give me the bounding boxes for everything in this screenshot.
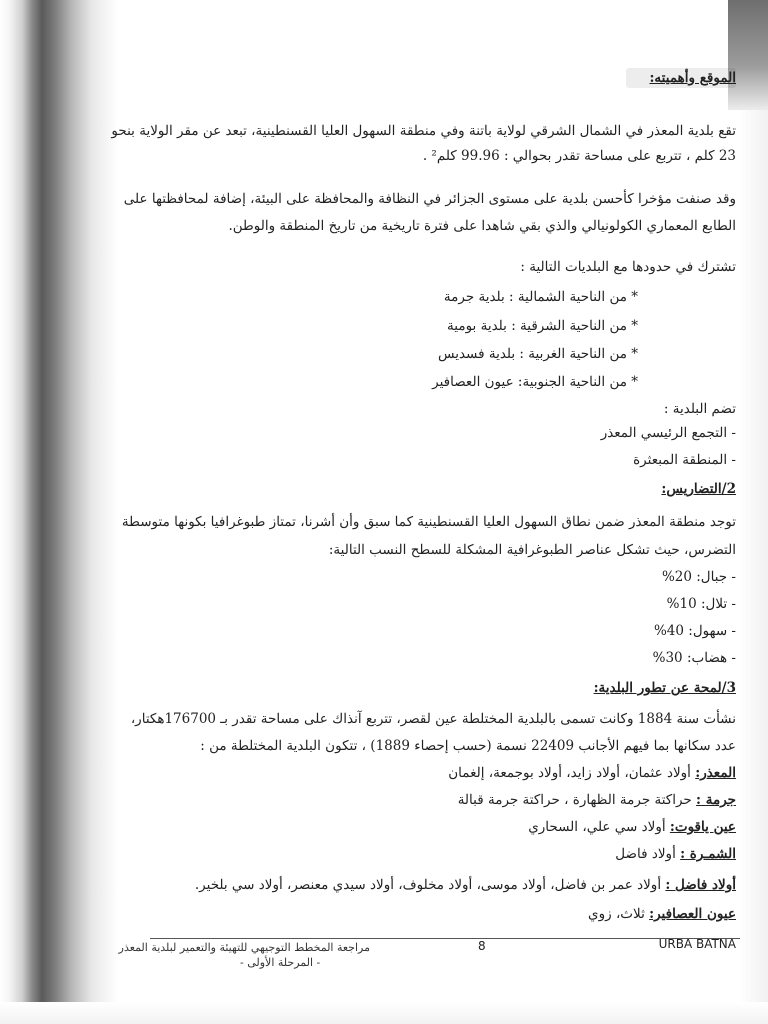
terrain-mountains: - جبال: 20% [661,569,736,585]
tribe-name-5: أولاد فاضل : [665,877,736,893]
footer-phase: - المرحلة الأولى - [240,956,321,969]
tribe-name-1: المعذر: [695,765,736,781]
intro-line-2: 23 كلم ، تتربع على مساحة تقدر بحوالي : 99.96 كلم² . [422,148,736,164]
tribe-members-3: أولاد سي علي، السحاري [528,819,670,835]
border-west: * من الناحية الغربية : بلدية فسديس [437,346,638,362]
tribe-members-1: أولاد عثمان، أولاد زايد، أولاد بوجمعة، إلغمان [448,765,696,781]
tribe-members-6: ثلاث، زوي [588,906,650,922]
tribe-members-4: أولاد فاضل [615,846,681,862]
tribe-members-5: أولاد عمر بن فاضل، أولاد موسى، أولاد مخلوف، أولاد سيدي معنصر، أولاد سي بلخير. [194,877,666,893]
history-line-1: نشأت سنة 1884 وكانت تسمى بالبلدية المختلطة عين لقصر، تتربع آنذاك على مساحة تقدر بـ 176700هكتار، [130,711,736,727]
terrain-line-2: التضرس، حيث تشكل عناصر الطبوغرافية المشكلة للسطح النسب التالية: [328,542,736,558]
border-north: * من الناحية الشمالية : بلدية جرمة [443,289,638,305]
terrain-line-1: توجد منطقة المعذر ضمن نطاق السهول العليا القسنطينية كما سبق وأن أشرنا، تمتاز طبوغرافيا بكونها متوسطة [121,514,736,530]
terrain-plateaus: - هضاب: 30% [652,650,736,666]
section-heading: الموقع وأهميته: [649,70,736,86]
border-south: * من الناحية الجنوبية: عيون العصافير [432,374,638,390]
footer-document-title: مراجعة المخطط التوجيهي للتهيئة والتعمير لبلدية المعذر [118,941,370,954]
terrain-hills: - تلال: 10% [666,596,736,612]
tribe-line-2 [458,792,736,808]
footer-divider [150,938,740,939]
section2-title: 2/التضاريس: [661,481,736,497]
includes-item-scattered: - المنطقة المبعثرة [633,452,736,468]
para2-line-2: الطابع المعماري الكولونيالي والذي بقي شاهدا على فترة تاريخية من تاريخ المنطقة والوطن. [228,218,736,234]
border-east: * من الناحية الشرقية : بلدية بومية [447,318,638,334]
para2-line-1: وقد صنفت مؤخرا كأحسن بلدية على مستوى الجزائر في النظافة والمحافظة على البيئة، إضافة لمحافظتها على [123,191,736,207]
terrain-plains: - سهول: 40% [653,623,736,639]
footer-company: URBA BATNA [658,937,736,951]
tribe-line-5 [195,877,736,893]
intro-line-1: تقع بلدية المعذر في الشمال الشرقي لولاية باتنة وفي منطقة السهول العليا القسنطينية، تبعد عن مقر الولاية بنحو [111,123,736,139]
history-line-2: عدد سكانها بما فيهم الأجانب 22409 نسمة (حسب إحصاء 1889) ، تتكون البلدية المختلطة من : [200,738,736,754]
tribe-name-2: جرمة : [696,792,736,808]
section3-title: 3/لمحة عن تطور البلدية: [593,680,736,696]
tribe-members-2: حراكتة جرمة الظهارة ، حراكتة جرمة قبالة [457,792,697,808]
page-number: 8 [478,939,486,953]
tribe-name-4: الشمـرة : [680,846,736,862]
tribe-line-3 [528,819,736,835]
includes-item-main: - التجمع الرئيسي المعذر [600,425,736,441]
tribe-name-6: عيون العصافير: [649,906,736,922]
borders-intro: تشترك في حدودها مع البلديات التالية : [520,259,736,275]
tribe-line-4 [615,846,736,862]
document-page [90,0,750,1024]
tribe-line-6 [588,906,736,922]
tribe-name-3: عين ياقوت: [669,819,736,835]
includes-intro: تضم البلدية : [663,401,736,417]
tribe-line-1 [448,765,736,781]
